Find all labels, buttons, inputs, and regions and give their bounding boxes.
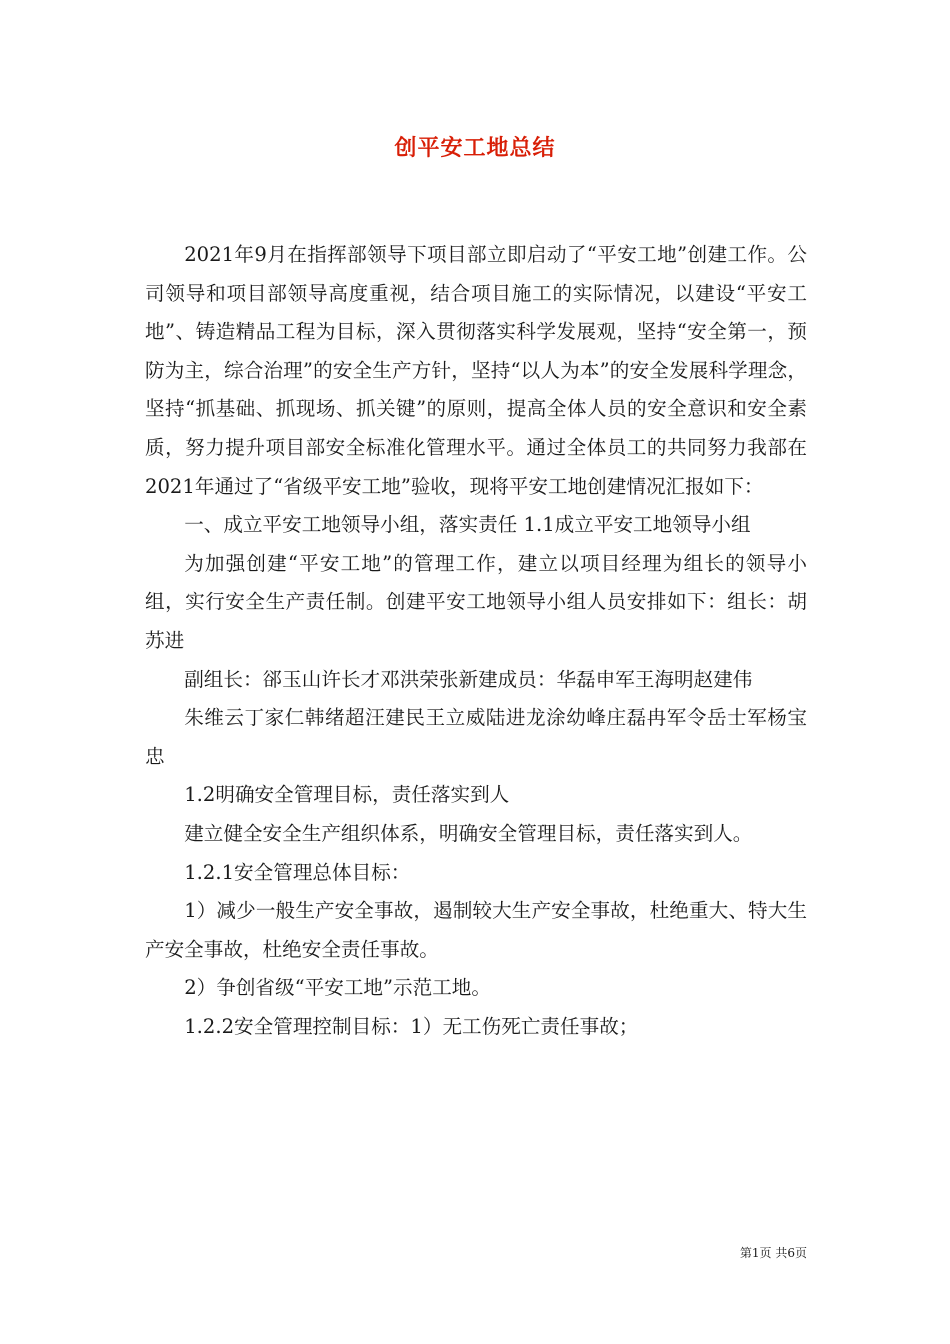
document-title: 创平安工地总结 [394, 135, 556, 161]
paragraph: 2021年9月在指挥部领导下项目部立即启动了“平安工地”创建工作。公司领导和项目部领导高度重视，结合项目施工的实际情况，以建设“平安工地”、铸造精品工程为目标，深入贯彻落实科学发展观，坚持“安全第一，预防为主，综合治理”的安全生产方针，坚持“以人为本”的安全发展科学理念，坚持“抓基础、抓现场、抓关键”的原则，提高全体人员的安全意识和安全素质，努力提升项目部安全标准化管理水平。通过全体员工的共同努力我部在2021年通过了“省级平安工地”验收，现将平安工地创建情况汇报如下： [145, 243, 807, 498]
paragraph: 1）减少一般生产安全事故，遏制较大生产安全事故，杜绝重大、特大生产安全事故，杜绝安全责任事故。 [145, 899, 807, 961]
paragraph: 1.2.2安全管理控制目标：1）无工伤死亡责任事故； [184, 1014, 639, 1038]
paragraph: 为加强创建“平安工地”的管理工作，建立以项目经理为组长的领导小组，实行安全生产责任制。创建平安工地领导小组人员安排如下：组长：胡苏进 [145, 551, 807, 652]
paragraph: 2）争创省级“平安工地”示范工地。 [184, 976, 491, 1000]
paragraph: 副组长：郤玉山许长才邓洪荣张新建成员：华磊申军王海明赵建伟 [184, 667, 753, 691]
paragraph: 一、成立平安工地领导小组，落实责任 1.1成立平安工地领导小组 [184, 513, 751, 537]
paragraph: 1.2.1安全管理总体目标： [184, 860, 411, 884]
document-body [145, 236, 807, 1046]
page-number: 第1页 共6页 [739, 1246, 807, 1260]
paragraph: 朱维云丁家仁韩绪超汪建民王立威陆进龙涂幼峰庄磊冉军令岳士军杨宝忠 [145, 706, 807, 768]
paragraph: 1.2明确安全管理目标，责任落实到人 [184, 783, 510, 807]
paragraph: 建立健全安全生产组织体系，明确安全管理目标，责任落实到人。 [184, 821, 753, 845]
